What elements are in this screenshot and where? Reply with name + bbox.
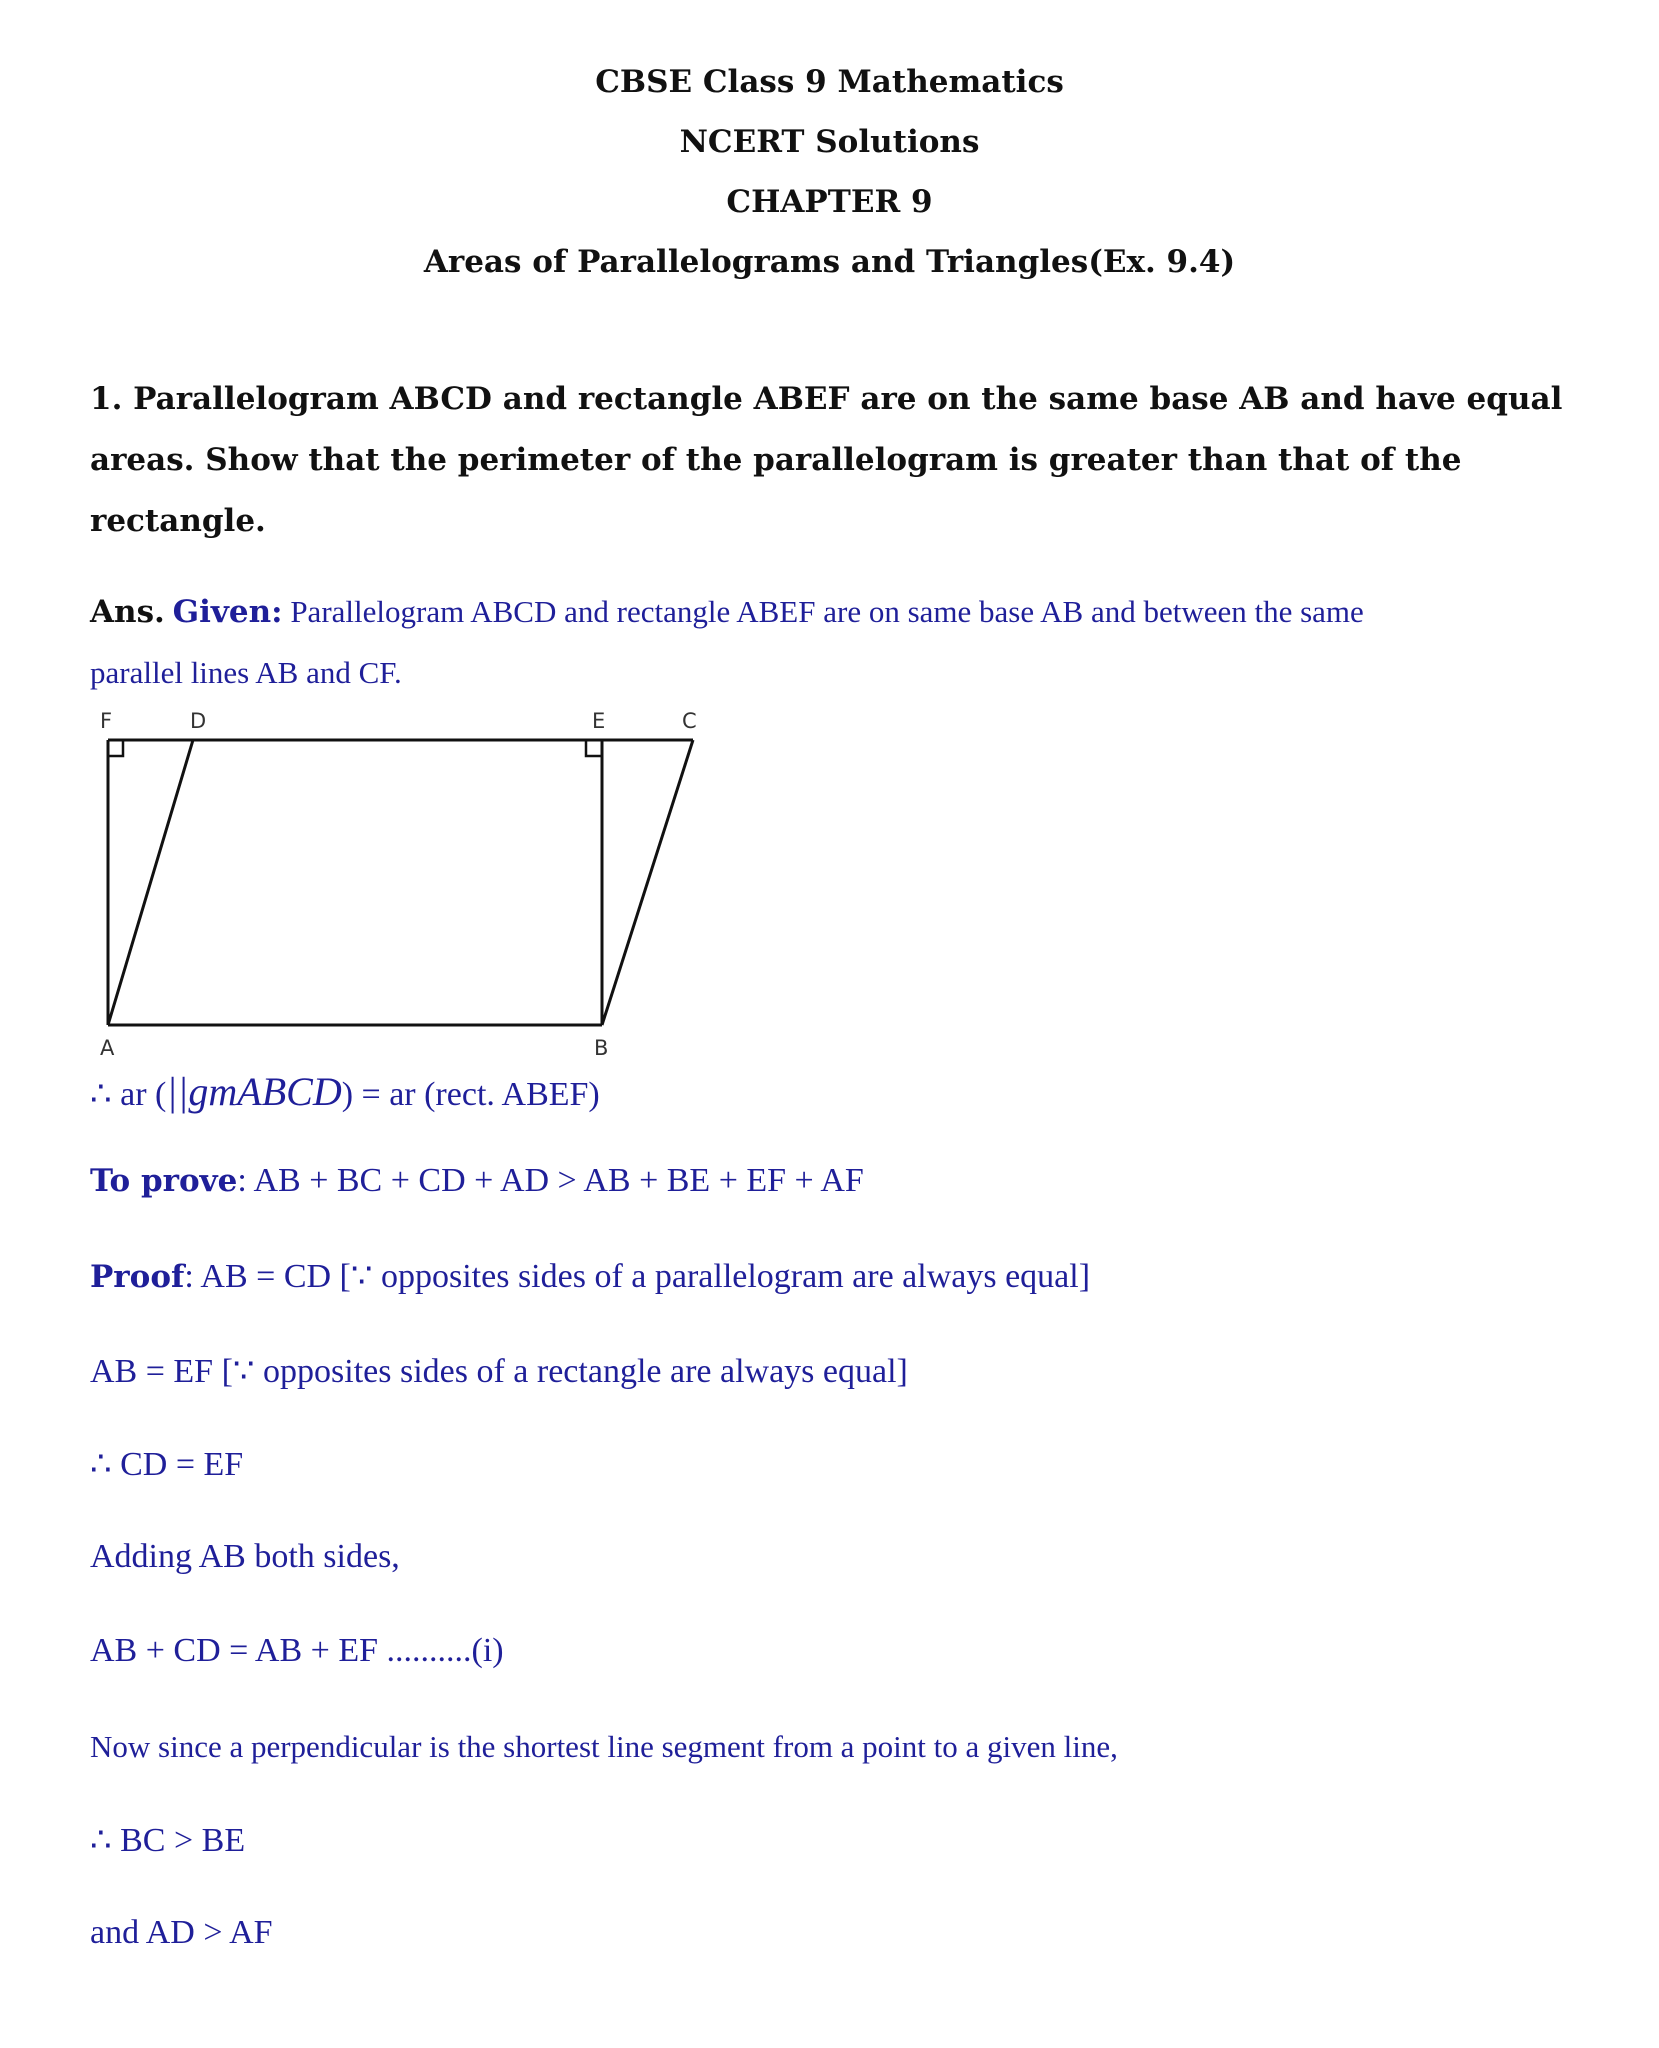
question-line-1: 1. Parallelogram ABCD and rectangle ABEF are on the same base AB and have equal xyxy=(90,381,1563,417)
right-angle-mark-f xyxy=(108,740,123,756)
step-perpendicular: Now since a perpendicular is the shortest line segment from a point to a given line, xyxy=(90,1729,1118,1764)
step-ad-af: and AD > AF xyxy=(90,1914,273,1951)
header-subject: CBSE Class 9 Mathematics xyxy=(595,64,1064,100)
parallelogram-rectangle-figure xyxy=(80,700,720,1060)
label-f: F xyxy=(100,709,113,733)
header-chapter: CHAPTER 9 xyxy=(726,184,933,220)
to-prove-line: To prove: AB + BC + CD + AD > AB + BE + EF + AF xyxy=(90,1162,864,1199)
to-prove-label: To prove xyxy=(90,1163,238,1199)
header-exercise-title: Areas of Parallelograms and Triangles(Ex. 9.4) xyxy=(423,244,1236,280)
question-line-3: rectangle. xyxy=(90,503,266,539)
label-b: B xyxy=(594,1036,609,1060)
right-angle-mark-e xyxy=(586,740,602,756)
label-a: A xyxy=(100,1036,115,1060)
side-ad xyxy=(108,740,193,1025)
step-ab-ef: AB = EF [∵ opposites sides of a rectangle are always equal] xyxy=(90,1353,908,1390)
question-text xyxy=(90,369,1570,552)
therefore-icon: ∴ xyxy=(90,1076,112,1113)
question-line-2: areas. Show that the perimeter of the parallelogram is greater than that of the xyxy=(90,442,1462,478)
step-bc-be: ∴ BC > BE xyxy=(90,1822,246,1859)
area-equality: ∴ ar (||gmABCD) = ar (rect. ABEF) xyxy=(90,1069,600,1114)
step-adding: Adding AB both sides, xyxy=(90,1538,400,1575)
header-solutions: NCERT Solutions xyxy=(679,124,980,160)
label-e: E xyxy=(592,709,606,733)
step-cd-ef: ∴ CD = EF xyxy=(90,1446,244,1483)
proof-label: Proof xyxy=(90,1259,185,1295)
given-text: Parallelogram ABCD and rectangle ABEF are on same base AB and between the same xyxy=(282,594,1364,629)
label-c: C xyxy=(682,709,697,733)
given-line-1 xyxy=(90,594,1364,630)
given-line-2: parallel lines AB and CF. xyxy=(90,655,402,690)
proof-line: Proof: AB = CD [∵ opposites sides of a parallelogram are always equal] xyxy=(90,1258,1091,1295)
side-bc xyxy=(602,740,693,1025)
given-label: Given: xyxy=(172,594,283,630)
ans-label: Ans. xyxy=(90,594,165,630)
label-d: D xyxy=(190,709,207,733)
step-equation-i: AB + CD = AB + EF ..........(i) xyxy=(90,1632,504,1669)
